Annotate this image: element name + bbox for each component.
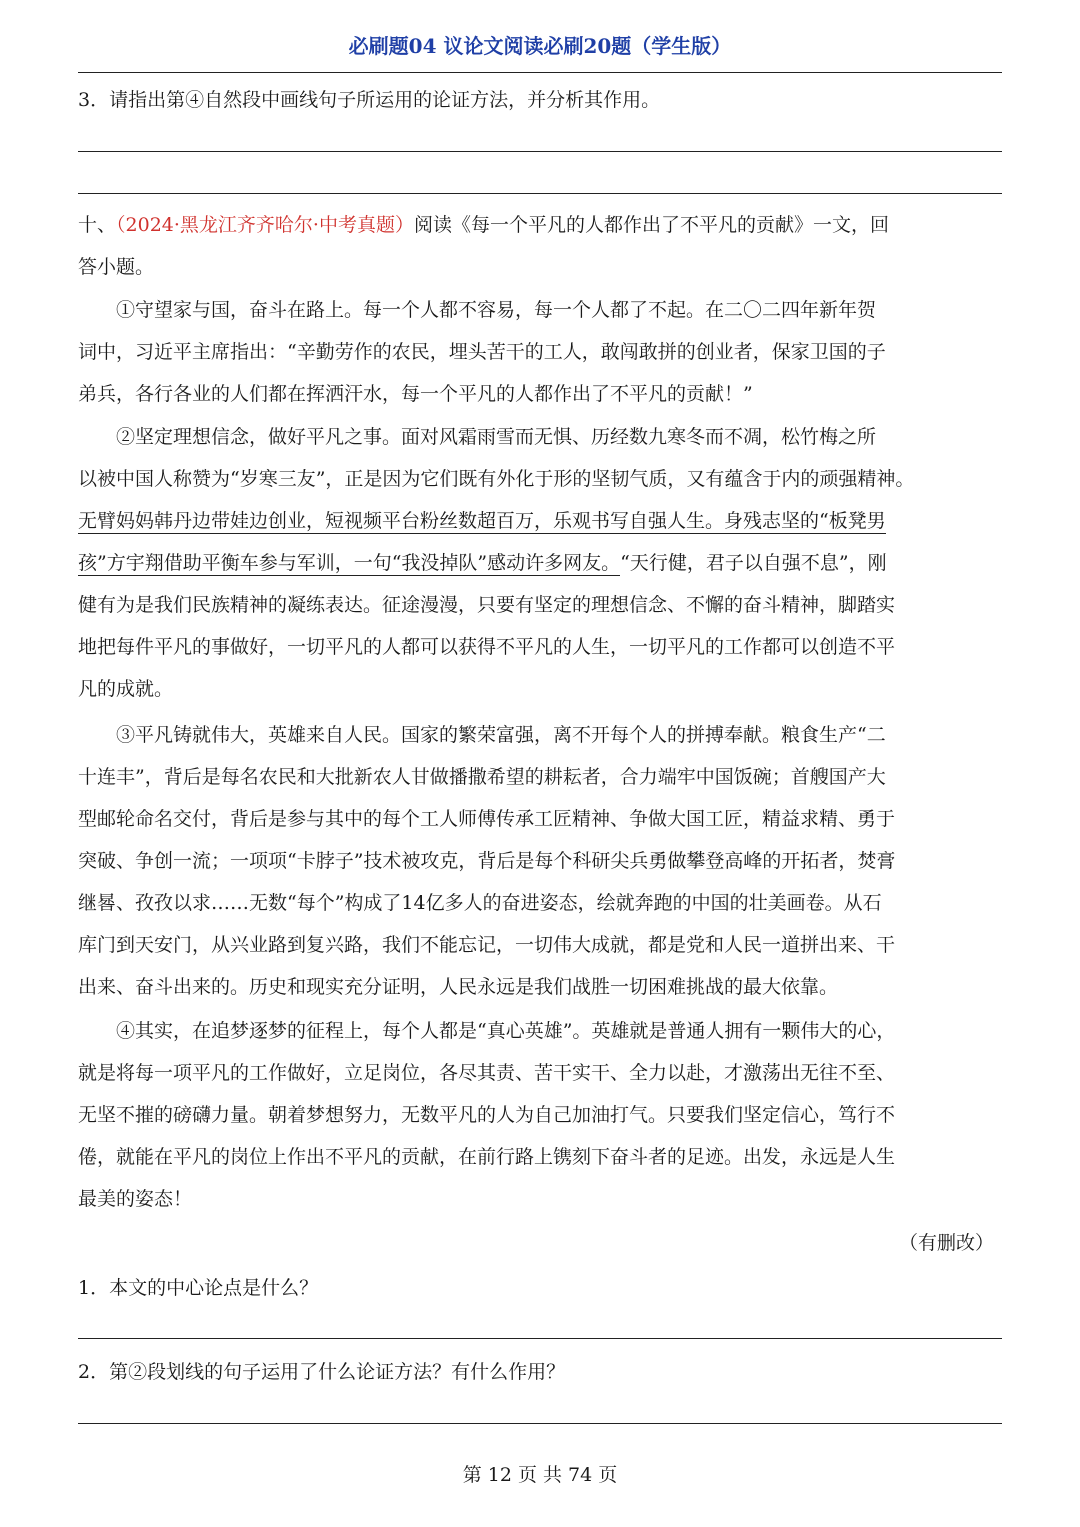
source-note-block	[78, 1222, 1002, 1264]
paragraph-line: ③平凡铸就伟大，英雄来自人民。国家的繁荣富强，离不开每个人的拼搏奉献。粮食生产“二	[116, 724, 886, 746]
underlined-sentence: 无臂妈妈韩丹边带娃边创业，短视频平台粉丝数超百万，乐观书写自强人生。身残志坚的“板凳男	[78, 510, 886, 532]
section-number: 十、	[78, 214, 117, 236]
paragraph-line: 倦，就能在平凡的岗位上作出不平凡的贡献，在前行路上镌刻下奋斗者的足迹。出发，永远是人生	[78, 1146, 896, 1168]
question-2: 2．第②段划线的句子运用了什么论证方法？有什么作用？	[78, 1361, 566, 1383]
paragraph-line: 健有为是我们民族精神的凝练表达。征途漫漫，只要有坚定的理想信念、不懈的奋斗精神，脚踏实	[78, 594, 896, 616]
section-intro-text: 阅读《每一个平凡的人都作出了不平凡的贡献》一文，回	[413, 214, 889, 236]
page-number: 第 12 页 共 74 页	[462, 1464, 618, 1486]
section-intro	[78, 204, 1002, 288]
answer-line	[78, 1338, 1002, 1339]
answer-line	[78, 193, 1002, 194]
paragraph-line: 就是将每一项平凡的工作做好，立足岗位，各尽其责、苦干实干、全力以赴，才激荡出无往不至、	[78, 1062, 896, 1084]
source-note: （有删改）	[898, 1232, 994, 1254]
paragraph-line: 十连丰”，背后是每名农民和大批新农人甘做播撒希望的耕耘者，合力端牢中国饭碗；首艘国产大	[78, 766, 886, 788]
paragraph-line: ①守望家与国，奋斗在路上。每一个人都不容易，每一个人都了不起。在二〇二四年新年贺	[116, 299, 877, 321]
underlined-sentence: 孩”方宇翔借助平衡车参与军训，一句“我没掉队”感动许多网友。	[78, 552, 621, 574]
paragraph-line: ②坚定理想信念，做好平凡之事。面对风霜雨雪而无惧、历经数九寒冬而不凋，松竹梅之所	[116, 426, 877, 448]
paragraph-2	[78, 416, 1002, 710]
question-1: 1．本文的中心论点是什么？	[78, 1277, 319, 1299]
paragraph-line: 词中，习近平主席指出：“辛勤劳作的农民，埋头苦干的工人，敢闯敢拼的创业者，保家卫国的子	[78, 341, 886, 363]
paragraph-line: 突破、争创一流；一项项“卡脖子”技术被攻克，背后是每个科研尖兵勇做攀登高峰的开拓者，焚膏	[78, 850, 896, 872]
question-prev-3: 3．请指出第④自然段中画线句子所运用的论证方法，并分析其作用。	[78, 89, 661, 111]
answer-line	[78, 151, 1002, 152]
paragraph-line: 型邮轮命名交付，背后是参与其中的每个工人师傅传承工匠精神、争做大国工匠，精益求精、勇于	[78, 808, 896, 830]
paragraph-line: 凡的成就。	[78, 678, 174, 700]
paragraph-line: 继晷、孜孜以求……无数“每个”构成了14亿多人的奋进姿态，绘就奔跑的中国的壮美画卷。从石	[78, 892, 882, 914]
answer-line	[78, 1423, 1002, 1424]
paragraph-1	[78, 289, 1002, 415]
paragraph-line: 无坚不摧的磅礴力量。朝着梦想努力，无数平凡的人为自己加油打气。只要我们坚定信心，笃行不	[78, 1104, 896, 1126]
header-rule	[78, 72, 1002, 73]
page-header-title: 必刷题04 议论文阅读必刷20题（学生版）	[348, 34, 732, 58]
paragraph-line: ④其实，在追梦逐梦的征程上，每个人都是“真心英雄”。英雄就是普通人拥有一颗伟大的心，	[116, 1020, 896, 1042]
paragraph-line: 库门到天安门，从兴业路到复兴路，我们不能忘记，一切伟大成就，都是党和人民一道拼出来、干	[78, 934, 896, 956]
paragraph-3	[78, 714, 1002, 1008]
section-intro-line2: 答小题。	[78, 256, 155, 278]
paragraph-line: 最美的姿态！	[78, 1188, 193, 1210]
paragraph-line: 以被中国人称赞为“岁寒三友”，正是因为它们既有外化于形的坚韧气质，又有蕴含于内的顽强精神。	[78, 468, 915, 490]
question-source: （2024·黑龙江齐齐哈尔·中考真题）	[116, 214, 414, 236]
paragraph-line: 地把每件平凡的事做好，一切平凡的人都可以获得不平凡的人生，一切平凡的工作都可以创造不平	[78, 636, 896, 658]
paragraph-line: 弟兵，各行各业的人们都在挥洒汗水，每一个平凡的人都作出了不平凡的贡献！”	[78, 383, 753, 405]
paragraph-line: 出来、奋斗出来的。历史和现实充分证明，人民永远是我们战胜一切困难挑战的最大依靠。	[78, 976, 839, 998]
paragraph-text: “天行健，君子以自强不息”，刚	[620, 552, 887, 574]
paragraph-4	[78, 1010, 1002, 1220]
